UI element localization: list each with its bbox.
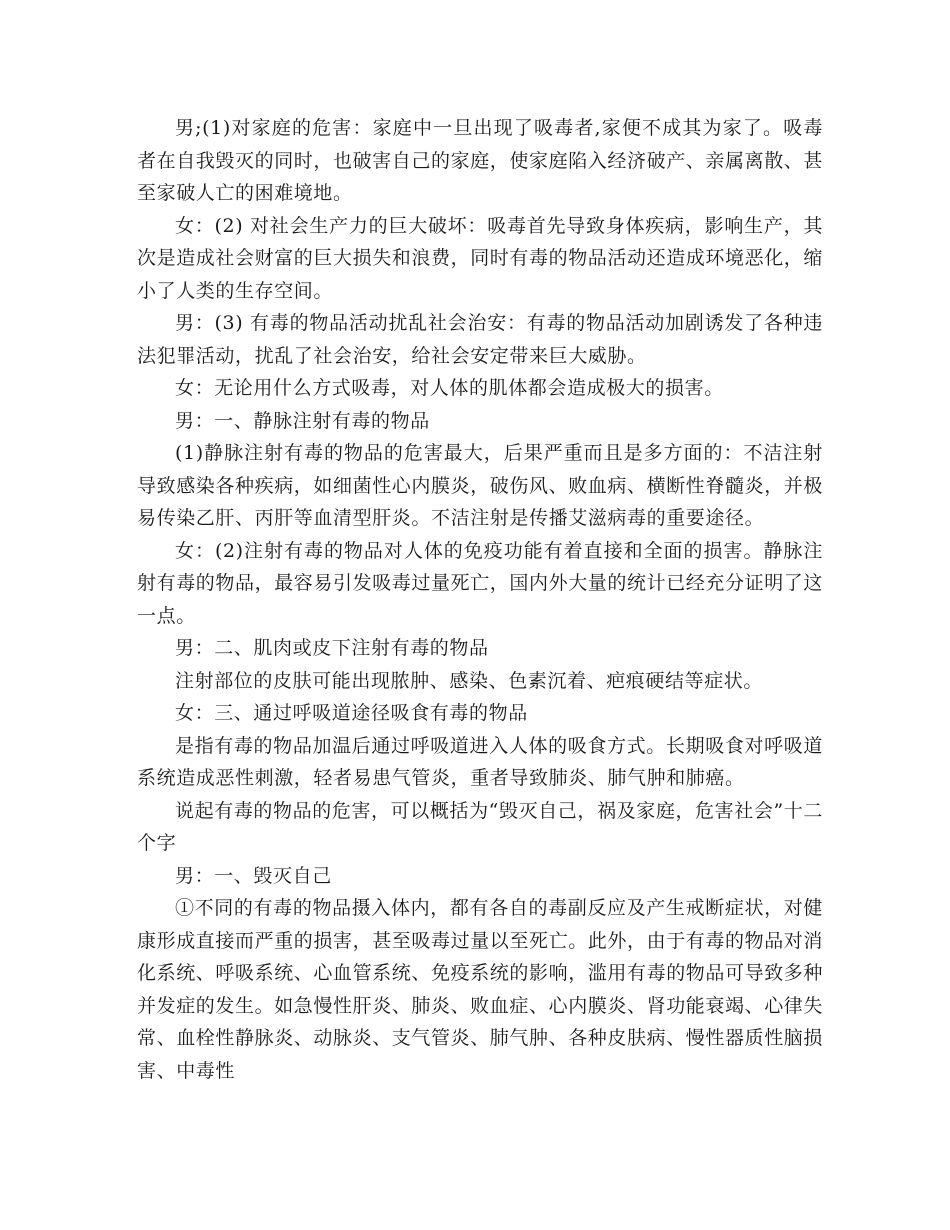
paragraph-intravenous-harm: (1)静脉注射有毒的物品的危害最大，后果严重而且是多方面的：不洁注射导致感染各种疾病，如细菌性心内膜炎，破伤风、败血病、横断性脊髓炎，并极易传染乙肝、丙肝等血清型肝炎。不洁注射是传播艾滋病毒的重要途径。: [137, 442, 824, 529]
paragraph-any-method-harm: 女：无论用什么方式吸毒，对人体的肌体都会造成极大的损害。: [175, 377, 724, 399]
paragraph-summary: 说起有毒的物品的危害，可以概括为“毁灭自己，祸及家庭，危害社会”十二个字: [137, 799, 823, 854]
paragraph-injection-site: 注射部位的皮肤可能出现脓肿、感染、色素沉着、疤痕硬结等症状。: [175, 669, 764, 692]
paragraph-respiratory-harm: 是指有毒的物品加温后通过呼吸道进入人体的吸食方式。长期吸食对呼吸道系统造成恶性刺激，轻者易患气管炎，重者导致肺炎、肺气肿和肺癌。: [137, 734, 823, 789]
paragraph-productivity-harm: 女：(2) 对社会生产力的巨大破坏：吸毒首先导致身体疾病，影响生产，其次是造成社会财富的巨大损失和浪费，同时有毒的物品活动还造成环境恶化，缩小了人类的生存空间。: [137, 214, 824, 302]
document-body: [137, 112, 823, 1087]
heading-intravenous-injection: 男：一、静脉注射有毒的物品: [175, 409, 430, 432]
paragraph-family-harm: 男;(1)对家庭的危害：家庭中一旦出现了吸毒者,家便不成其为家了。吸毒者在自我毁灭的同时，也破害自己的家庭，使家庭陷入经济破产、亲属离散、甚至家破人亡的困难境地。: [137, 117, 824, 204]
heading-self-destruction: 男：一、毁灭自己: [175, 864, 332, 887]
paragraph-immune-harm: 女：(2)注射有毒的物品对人体的免疫功能有着直接和全面的损害。静脉注射有毒的物品，最容易引发吸毒过量死亡，国内外大量的统计已经充分证明了这一点。: [137, 539, 824, 627]
heading-respiratory-route: 女：三、通过呼吸道途径吸食有毒的物品: [175, 702, 528, 724]
paragraph-health-damage: ①不同的有毒的物品摄入体内，都有各自的毒副反应及产生戒断症状，对健康形成直接而严重的损害，甚至吸毒过量以至死亡。此外，由于有毒的物品对消化系统、呼吸系统、心血管系统、免疫系统的影响，滥用有毒的物品可导致多种并发症的发生。如急慢性肝炎、肺炎、败血症、心内膜炎、肾功能衰竭、心律失常、血栓性静脉炎、动脉炎、支气管炎、肺气肿、各种皮肤病、慢性器质性脑损害、中毒性: [137, 897, 824, 1082]
heading-muscle-injection: 男：二、肌肉或皮下注射有毒的物品: [175, 637, 489, 659]
paragraph-public-order-harm: 男：(3) 有毒的物品活动扰乱社会治安：有毒的物品活动加剧诱发了各种违法犯罪活动，扰乱了社会治安，给社会安定带来巨大威胁。: [137, 312, 823, 367]
